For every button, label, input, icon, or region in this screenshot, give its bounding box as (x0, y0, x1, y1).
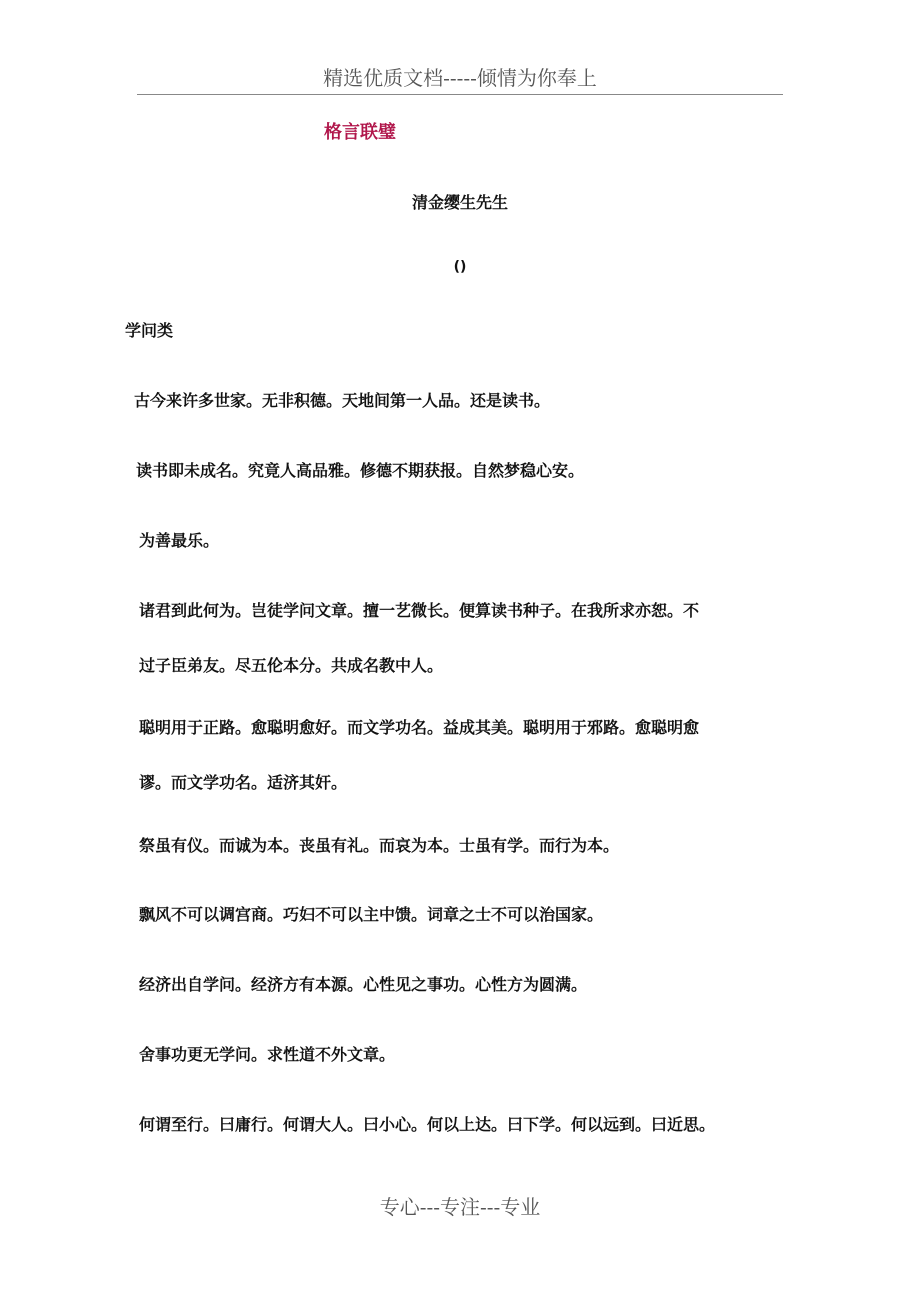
paragraph (136, 443, 786, 498)
paragraph (139, 583, 789, 693)
paragraph-line: 读书即未成名。究竟人高品雅。修德不期获报。自然梦稳心安。 (136, 461, 585, 480)
paragraph-line: 谬。而文学功名。适济其奸。 (139, 773, 348, 792)
page-footer: 专心---专注---专业 (379, 1195, 541, 1219)
paragraph (139, 818, 789, 873)
paragraph (139, 957, 789, 1012)
paragraph (134, 373, 784, 428)
paragraph (139, 1027, 789, 1082)
paragraph-line: 舍事功更无学问。求性道不外文章。 (139, 1045, 396, 1064)
paragraph-line: 古今来许多世家。无非积德。天地间第一人品。还是读书。 (134, 391, 551, 410)
paragraph (139, 513, 789, 568)
paragraph-line: 为善最乐。 (139, 531, 220, 550)
header-divider (137, 94, 783, 95)
page-header: 精选优质文档-----倾情为你奉上 (323, 66, 597, 90)
document-author: 清金缨生先生 (411, 193, 508, 212)
paragraph (139, 1097, 789, 1152)
paragraph (139, 700, 789, 810)
paragraph-line: 经济出自学问。经济方有本源。心性见之事功。心性方为圆满。 (139, 975, 588, 994)
paragraph (139, 887, 789, 942)
paragraph-line: 诸君到此何为。岂徒学问文章。擅一艺微长。便算读书种子。在我所求亦恕。不 (139, 601, 700, 620)
section-heading: 学问类 (125, 321, 174, 340)
paragraph-line: 过子臣弟友。尽五伦本分。共成名教中人。 (139, 656, 444, 675)
paragraph-line: 祭虽有仪。而诚为本。丧虽有礼。而哀为本。士虽有学。而行为本。 (139, 836, 620, 855)
document-note: () (453, 259, 467, 275)
paragraph-line: 何谓至行。曰庸行。何谓大人。曰小心。何以上达。曰下学。何以远到。曰近思。 (139, 1115, 716, 1134)
paragraph-line: 聪明用于正路。愈聪明愈好。而文学功名。益成其美。聪明用于邪路。愈聪明愈 (139, 718, 700, 737)
paragraph-line: 飘风不可以调宫商。巧妇不可以主中馈。词章之士不可以治国家。 (139, 905, 604, 924)
document-title: 格言联璧 (324, 122, 396, 143)
